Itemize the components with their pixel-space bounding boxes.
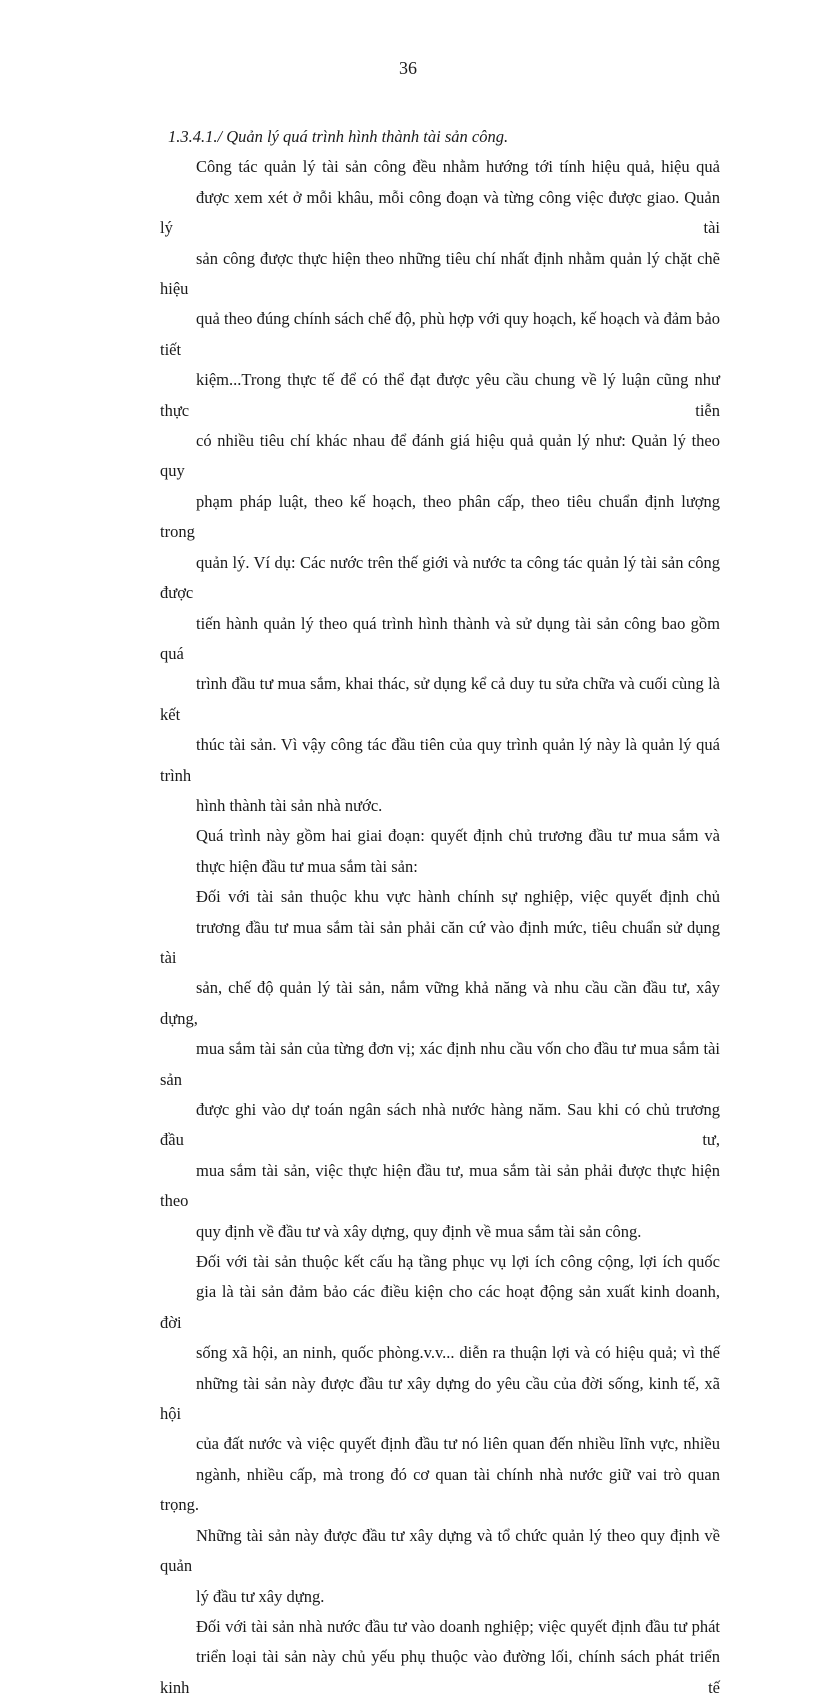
text-line: Đối với tài sản thuộc khu vực hành chính sự nghiệp, việc quyết định chủ (196, 887, 720, 907)
text-line: có nhiều tiêu chí khác nhau để đánh giá hiệu quả quản lý như: Quản lý theo quy (160, 431, 720, 481)
section-heading: 1.3.4.1./ Quản lý quá trình hình thành tài sản công. (168, 127, 509, 146)
text-line: Đối với tài sản nhà nước đầu tư vào doanh nghiệp; việc quyết định đầu tư phát (196, 1616, 720, 1636)
text-line: thực hiện đầu tư mua sắm tài sản: (196, 856, 418, 876)
text-line: quản lý. Ví dụ: Các nước trên thế giới và nước ta công tác quản lý tài sản công được (160, 552, 720, 603)
text-line: được ghi vào dự toán ngân sách nhà nước hàng năm. Sau khi có chủ trương đầu tư, (160, 1100, 720, 1150)
text-line: lý đầu tư xây dựng. (196, 1586, 325, 1606)
text-line: mua sắm tài sản của từng đơn vị; xác định nhu cầu vốn cho đầu tư mua sắm tài sản (160, 1039, 720, 1089)
paragraph (160, 882, 720, 1247)
paragraph (160, 821, 720, 882)
text-line: trình đầu tư mua sắm, khai thác, sử dụng kể cả duy tu sửa chữa và cuối cùng là kết (160, 674, 720, 724)
text-line: được xem xét ở mỗi khâu, mỗi công đoạn và từng công việc được giao. Quản lý tài (160, 187, 720, 238)
text-line: thúc tài sản. Vì vậy công tác đầu tiên của quy trình quản lý này là quản lý quá trình (160, 735, 720, 785)
text-line: sản công được thực hiện theo những tiêu chí nhất định nhằm quản lý chặt chẽ hiệu (160, 248, 720, 299)
page-number: 36 (399, 58, 417, 78)
text-line: gia là tài sản đảm bảo các điều kiện cho các hoạt động sản xuất kinh doanh, đời (160, 1282, 720, 1332)
text-line: Công tác quản lý tài sản công đều nhằm hướng tới tính hiệu quả, hiệu quả (196, 157, 720, 177)
text-line: tiến hành quản lý theo quá trình hình thành và sử dụng tài sản công bao gồm quá (160, 613, 720, 663)
text-line: kiệm...Trong thực tế để có thể đạt được yêu cầu chung về lý luận cũng như thực tiễn (160, 370, 720, 420)
text-line: những tài sản này được đầu tư xây dựng do yêu cầu của đời sống, kinh tế, xã hội (160, 1373, 720, 1424)
page-body (160, 122, 720, 1703)
text-line: quy định về đầu tư và xây dựng, quy định về mua sắm tài sản công. (196, 1221, 642, 1241)
text-line: quả theo đúng chính sách chế độ, phù hợp với quy hoạch, kế hoạch và đảm bảo tiết (160, 309, 720, 359)
text-line: ngành, nhiều cấp, mà trong đó cơ quan tài chính nhà nước giữ vai trò quan trọng. (160, 1464, 720, 1515)
text-line: Quá trình này gồm hai giai đoạn: quyết định chủ trương đầu tư mua sắm và (196, 826, 720, 846)
text-line: của đất nước và việc quyết định đầu tư nó liên quan đến nhiều lĩnh vực, nhiều (196, 1434, 720, 1454)
text-line: Những tài sản này được đầu tư xây dựng và tổ chức quản lý theo quy định về quản (160, 1525, 720, 1576)
paragraph (160, 1247, 720, 1612)
text-line: hình thành tài sản nhà nước. (196, 795, 383, 815)
text-line: sống xã hội, an ninh, quốc phòng.v.v... diễn ra thuận lợi và có hiệu quả; vì thế (196, 1343, 720, 1363)
text-line: mua sắm tài sản, việc thực hiện đầu tư, mua sắm tài sản phải được thực hiện theo (160, 1160, 720, 1211)
text-line: trương đầu tư mua sắm tài sản phải căn cứ vào định mức, tiêu chuẩn sử dụng tài (160, 917, 720, 967)
paragraph (160, 152, 720, 821)
text-line: sản, chế độ quản lý tài sản, nắm vững khả năng và nhu cầu cần đầu tư, xây dựng, (160, 978, 720, 1028)
text-line: Đối với tài sản thuộc kết cấu hạ tầng phục vụ lợi ích công cộng, lợi ích quốc (196, 1252, 720, 1272)
paragraph-list (160, 152, 720, 1703)
text-line: phạm pháp luật, theo kế hoạch, theo phân cấp, theo tiêu chuẩn định lượng trong (160, 491, 720, 542)
text-line: triển loại tài sản này chủ yếu phụ thuộc vào đường lối, chính sách phát triển kinh tế (160, 1647, 720, 1697)
paragraph (160, 1612, 720, 1703)
